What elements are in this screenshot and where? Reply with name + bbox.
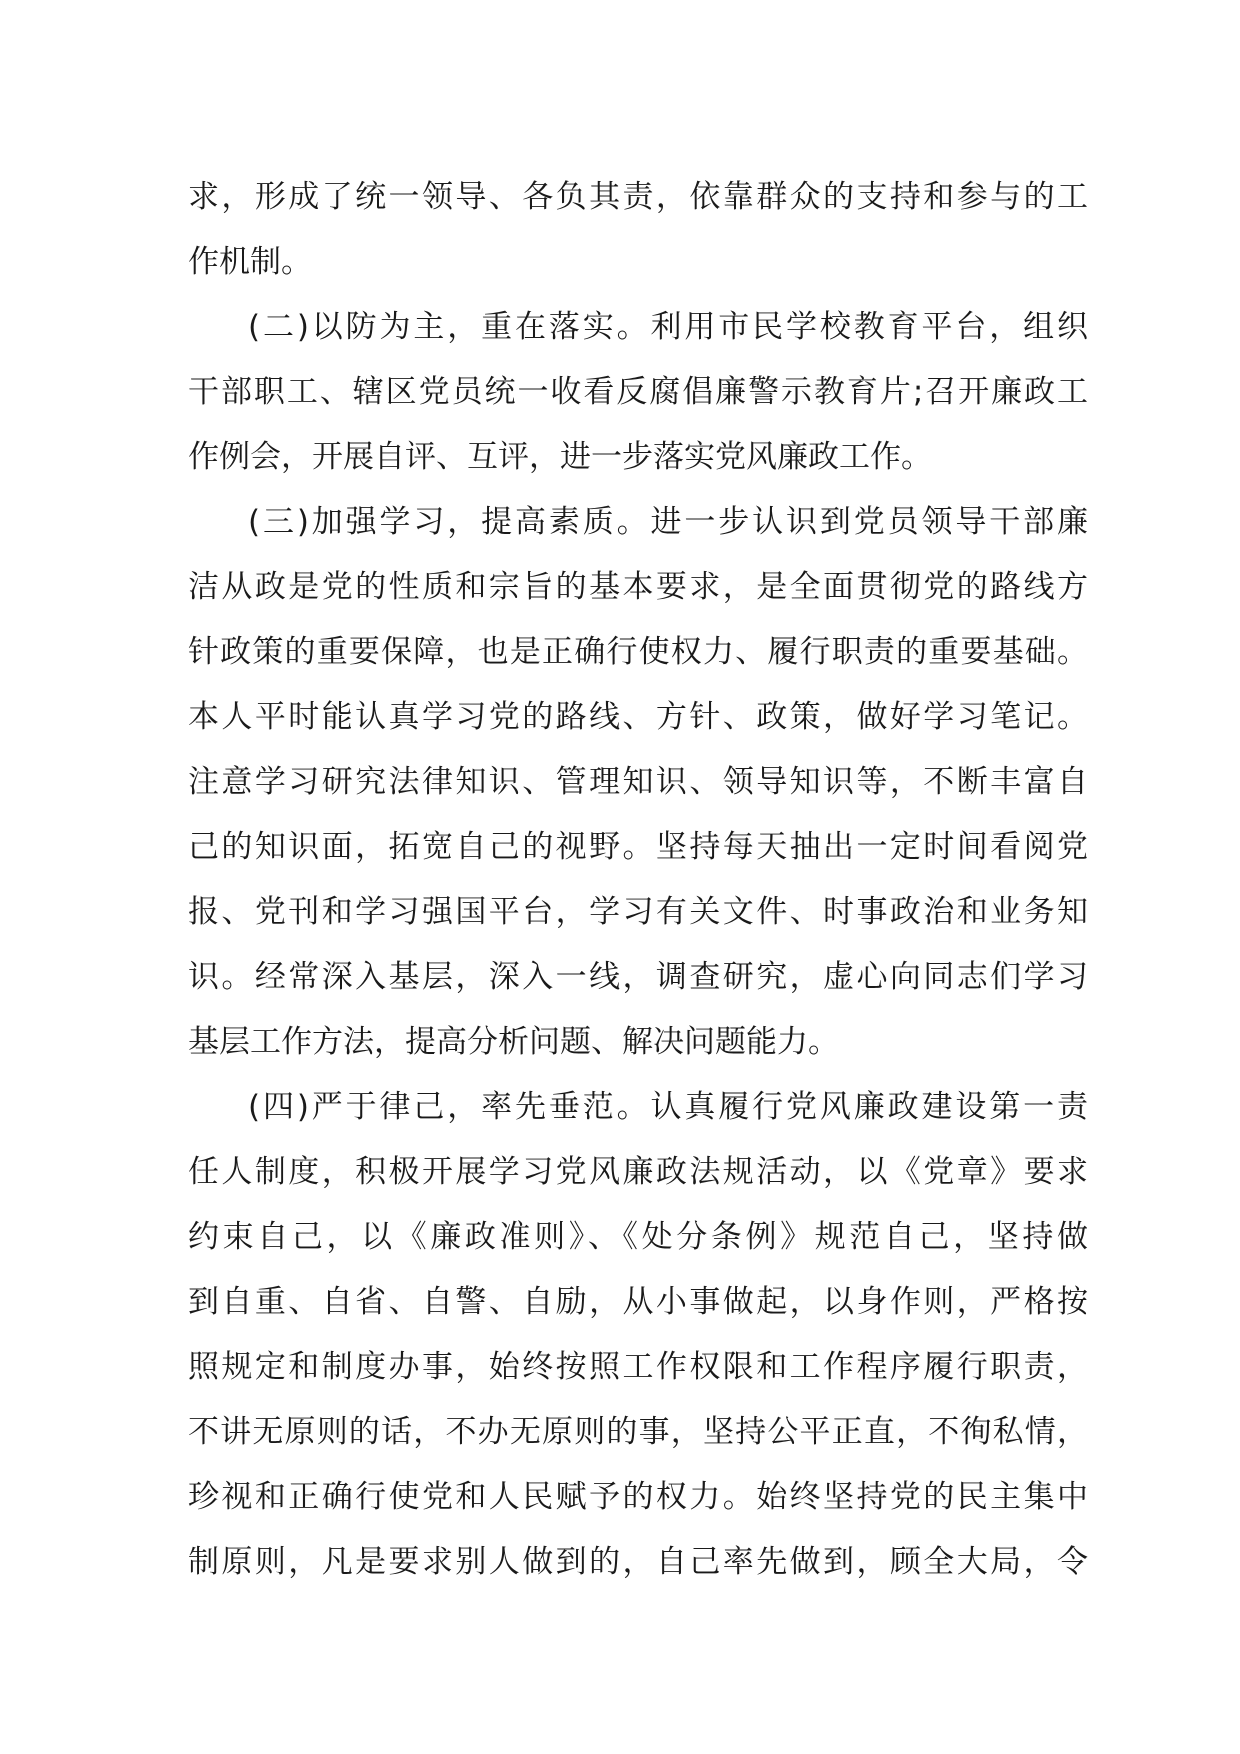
text-line: 注意学习研究法律知识、管理知识、领导知识等，不断丰富自: [188, 764, 1088, 800]
text-line: 针政策的重要保障，也是正确行使权力、履行职责的重要基础。: [188, 634, 1088, 670]
text-line: 约束自己，以《廉政准则》、《处分条例》规范自己，坚持做: [188, 1219, 1088, 1255]
text-line: (二)以防为主，重在落实。利用市民学校教育平台，组织: [248, 309, 1088, 345]
text-line: 洁从政是党的性质和宗旨的基本要求，是全面贯彻党的路线方: [188, 569, 1088, 605]
text-line: 照规定和制度办事，始终按照工作权限和工作程序履行职责，: [188, 1349, 1088, 1385]
text-line: 报、党刊和学习强国平台，学习有关文件、时事政治和业务知: [188, 894, 1088, 930]
document-body: [188, 165, 1088, 1595]
text-line: 作机制。: [188, 244, 312, 280]
text-line: 制原则，凡是要求别人做到的，自己率先做到，顾全大局，令: [188, 1544, 1088, 1580]
text-line: 基层工作方法，提高分析问题、解决问题能力。: [188, 1024, 839, 1060]
text-line: 干部职工、辖区党员统一收看反腐倡廉警示教育片;召开廉政工: [188, 374, 1088, 410]
text-line: 作例会，开展自评、互评，进一步落实党风廉政工作。: [188, 439, 932, 475]
text-line: (四)严于律己，率先垂范。认真履行党风廉政建设第一责: [248, 1089, 1088, 1125]
text-line: 己的知识面，拓宽自己的视野。坚持每天抽出一定时间看阅党: [188, 829, 1088, 865]
text-line: 求，形成了统一领导、各负其责，依靠群众的支持和参与的工: [188, 179, 1088, 215]
text-line: 珍视和正确行使党和人民赋予的权力。始终坚持党的民主集中: [188, 1479, 1088, 1515]
text-line: 不讲无原则的话，不办无原则的事，坚持公平正直，不徇私情，: [188, 1414, 1088, 1450]
text-line: 识。经常深入基层，深入一线，调查研究，虚心向同志们学习: [188, 959, 1088, 995]
text-line: 任人制度，积极开展学习党风廉政法规活动，以《党章》要求: [188, 1154, 1088, 1190]
text-line: 本人平时能认真学习党的路线、方针、政策，做好学习笔记。: [188, 699, 1088, 735]
text-line: (三)加强学习，提高素质。进一步认识到党员领导干部廉: [248, 504, 1088, 540]
text-line: 到自重、自省、自警、自励，从小事做起，以身作则，严格按: [188, 1284, 1088, 1320]
